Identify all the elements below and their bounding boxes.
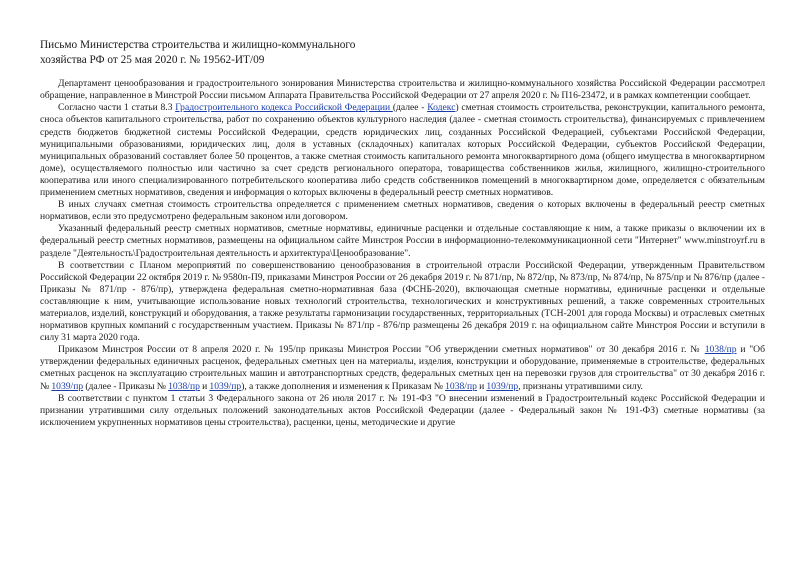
- paragraph-5: В соответствии с Планом мероприятий по совершенствованию ценообразования в строительной отрасли Российской Федерации, утвержденным Правительством Российской Федерации 22 октября 2019 г. № 9580п-П9, приказами Минстроя России от 26 декабря 2019 г. № 871/пр, № 872/пр, № 873/пр, № 874/пр, № 875/пр и № 876/пр (далее - Приказы № 871/пр - 876/пр), утверждена федеральная сметно-нормативная база (ФСНБ-2020), включающая сметные нормативы, единичные расценки и отдельные составляющие к ним, учитывающие использование новых технологий строительства, технологических и конструктивных решений, а также современных строительных материалов, изделий, конструкций и оборудования, а также результаты гармонизации государственных, территориальных (ТСН-2001 для города Москвы) и отраслевых сметных нормативов крупных компаний с государственным участием. Приказы № 871/пр - 876/пр размещены 26 декабря 2019 г. на официальном сайте Минстроя России и вступили в силу 31 марта 2020 года.: [40, 259, 765, 344]
- document-title-line-1: Письмо Министерства строительства и жилищно-коммунального: [40, 39, 356, 51]
- paragraph-1: Департамент ценообразования и градостроительного зонирования Министерства строительства и жилищно-коммунального хозяйства Российской Федерации рассмотрел обращение, направленное в Минстрой России письмом Аппарата Правительства Российской Федерации от 27 апреля 2020 г. № П16-23472, и в рамках компетенции сообщает.: [40, 78, 765, 102]
- order-1039-link[interactable]: 1039/пр: [51, 380, 84, 392]
- order-1039-link[interactable]: 1039/пр: [209, 380, 242, 392]
- document-title: [40, 38, 765, 67]
- paragraph-3: В иных случаях сметная стоимость строительства определяется с применением сметных нормативов, сведения о которых включены в федеральный реестр сметных нормативов, если это предусмотрено федеральным законом или договором.: [40, 199, 765, 223]
- order-1038-link[interactable]: 1038/пр: [704, 344, 737, 356]
- paragraph-6-text-7: , признаны утратившими силу.: [518, 380, 643, 392]
- paragraph-6-text-1: Приказом Минстроя России от 8 апреля 2020 г. № 195/пр приказы Минстроя России "Об утверждении сметных нормативов" от 30 декабря 2016 г. №: [58, 344, 705, 356]
- order-1038-link[interactable]: 1038/пр: [445, 380, 477, 392]
- paragraph-2-text-2: (далее -: [392, 102, 428, 114]
- code-link[interactable]: Кодекс: [427, 102, 456, 114]
- paragraph-6-text-5: ), а также дополнения и изменения к Приказам №: [241, 380, 446, 392]
- paragraph-4: Указанный федеральный реестр сметных нормативов, сметные нормативы, единичные расценки и отдельные составляющие к ним, а также приказы о включении их в федеральный реестр сметных нормативов, размещены на официальном сайте Минстроя России в информационно-телекоммуникационной сети "Интернет" www.minstroyrf.ru в разделе "Деятельность\Градостроительная деятельность и архитектура\Ценообразование".: [40, 223, 765, 259]
- order-1038-link[interactable]: 1038/пр: [168, 380, 200, 392]
- paragraph-2-text-3: ) сметная стоимость строительства, реконструкции, капитального ремонта, сноса объектов капитального строительства, работ по сохранению объектов культурного наследия (далее - сметная стоимость строительства), финансируемых с привлечением средств бюджетов бюджетной системы Российской Федерации, средств юридических лиц, созданных Российской Федерацией, субъектами Российской Федерации, муниципальными образованиями, юридических лиц, доля в уставных (складочных) капиталах которых Российской Федерации, субъектов Российской Федерации, муниципальных образований составляет более 50 процентов, а также сметная стоимость капитального ремонта многоквартирного дома (общего имущества в многоквартирном доме), осуществляемого полностью или частично за счет средств регионального оператора, товарищества собственников жилья, жилищного, жилищно-строительного кооператива или иного специализированного потребительского кооператива либо средств собственников помещений в многоквартирном доме, определяется с обязательным применением сметных нормативов, сведения и информация о которых включены в федеральный реестр сметных нормативов.: [40, 102, 765, 199]
- paragraph-6: [40, 344, 765, 392]
- grad-code-link[interactable]: Градостроительного кодекса Российской Федерации: [175, 102, 393, 114]
- paragraph-6-text-6: и: [476, 380, 487, 392]
- paragraph-7: В соответствии с пунктом 1 статьи 3 Федерального закона от 26 июля 2017 г. № 191-ФЗ "О внесении изменений в Градостроительный кодекс Российской Федерации и признании утратившими силу отдельных положений законодательных актов Российской Федерации (далее - Федеральный закон № 191-ФЗ) сметные нормативы (за исключением укрупненных нормативов цены строительства), расценки, цены, методические и другие: [40, 392, 765, 428]
- paragraph-2: [40, 102, 765, 199]
- document-title-line-2: хозяйства РФ от 25 мая 2020 г. № 19562-ИТ/09: [40, 53, 265, 66]
- paragraph-6-text-4: и: [199, 380, 210, 392]
- paragraph-6-text-2: и "Об утверждении федеральных единичных расценок, федеральных сметных цен на материалы, изделия, конструкции и оборудование, применяемые в строительстве, федеральных сметных расценок на эксплуатацию строительных машин и автотранспортных средств, федеральных сметных цен на перевозки грузов для строительства" от 30 декабря 2016 г. №: [40, 344, 765, 392]
- document: [40, 38, 765, 429]
- paragraph-6-text-3: (далее - Приказы №: [83, 380, 169, 392]
- paragraph-2-text-1: Согласно части 1 статьи 8.3: [58, 102, 176, 114]
- order-1039-link[interactable]: 1039/пр: [486, 380, 519, 392]
